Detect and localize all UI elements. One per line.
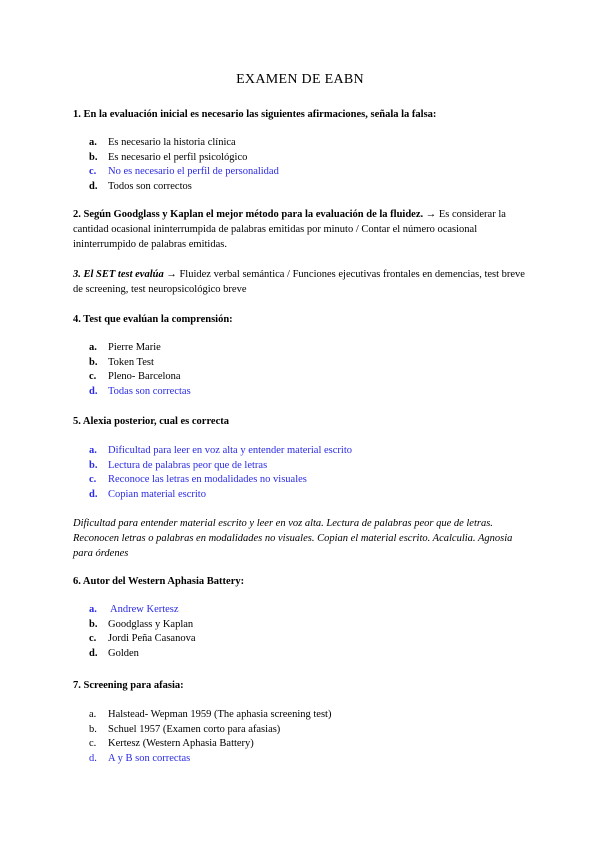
question-6-options: [89, 603, 195, 661]
option-7d-correct: d. A y B son correctas: [89, 752, 191, 764]
option-6d: d. Golden: [89, 647, 139, 659]
option-7a: a. Halstead- Wepman 1959 (The aphasia screening test): [89, 709, 332, 720]
question-2: 2. Según Goodglass y Kaplan el mejor método para la evaluación de la fluidez. → Es considerar la cantidad ocasional ininterrumpida de palabras emitidas por minuto / Contar el número ocasional ininterrumpido de palabras emitidas.: [73, 209, 506, 250]
option-7c: c. Kertesz (Western Aphasia Battery): [89, 738, 254, 750]
option-1d: d. Todos son correctos: [89, 180, 192, 192]
option-7b: b. Schuel 1957 (Examen corto para afasias): [89, 723, 281, 735]
option-6c: c. Jordi Peña Casanova: [89, 633, 196, 645]
question-5-options: [89, 444, 352, 502]
question-6: 6. Autor del Western Aphasia Battery:: [73, 576, 245, 587]
option-4c: c. Pleno- Barcelona: [89, 371, 181, 383]
question-3: 3. El SET test evalúa → Fluidez verbal semántica / Funciones ejecutivas frontales en demencias, test breve de screening, test neuropsicológico breve: [73, 269, 525, 295]
question-1-options: [89, 136, 279, 194]
option-1a: a. Es necesario la historia clínica: [89, 137, 236, 148]
arrow-icon: →: [166, 269, 177, 280]
option-5c-correct: c. Reconoce las letras en modalidades no visuales: [89, 474, 307, 486]
option-5d-correct: d. Copian material escrito: [89, 488, 206, 500]
question-5: 5. Alexia posterior, cual es correcta: [73, 416, 230, 427]
page-title: EXAMEN DE EABN: [236, 72, 364, 87]
option-1c-correct: c. No es necesario el perfil de personalidad: [89, 166, 279, 178]
question-7-options: [89, 708, 331, 766]
option-4a: a. Pierre Marie: [89, 342, 161, 353]
option-5b-correct: b. Lectura de palabras peor que de letras: [89, 459, 268, 471]
question-4: 4. Test que evalúan la comprensión:: [73, 314, 233, 325]
question-1: 1. En la evaluación inicial es necesario las siguientes afirmaciones, señala la falsa:: [73, 109, 437, 120]
question-5-note: Dificultad para entender material escrito y leer en voz alta. Lectura de palabras peor que de letras. Reconocen letras o palabras en modalidades no visuales. Copian el material escrito. Acalculia. Agnosia para órdenes: [73, 518, 513, 559]
option-4b: b. Token Test: [89, 356, 154, 368]
option-6b: b. Goodglass y Kaplan: [89, 618, 194, 630]
question-4-options: [89, 341, 191, 399]
question-7: 7. Screening para afasia:: [73, 680, 184, 691]
option-6a-correct: a. Andrew Kertesz: [89, 604, 179, 615]
option-1b: b. Es necesario el perfil psicológico: [89, 151, 248, 163]
arrow-icon: →: [425, 209, 437, 220]
option-4d-correct: d. Todas son correctas: [89, 385, 191, 397]
option-5a-correct: a. Dificultad para leer en voz alta y entender material escrito: [89, 445, 353, 456]
